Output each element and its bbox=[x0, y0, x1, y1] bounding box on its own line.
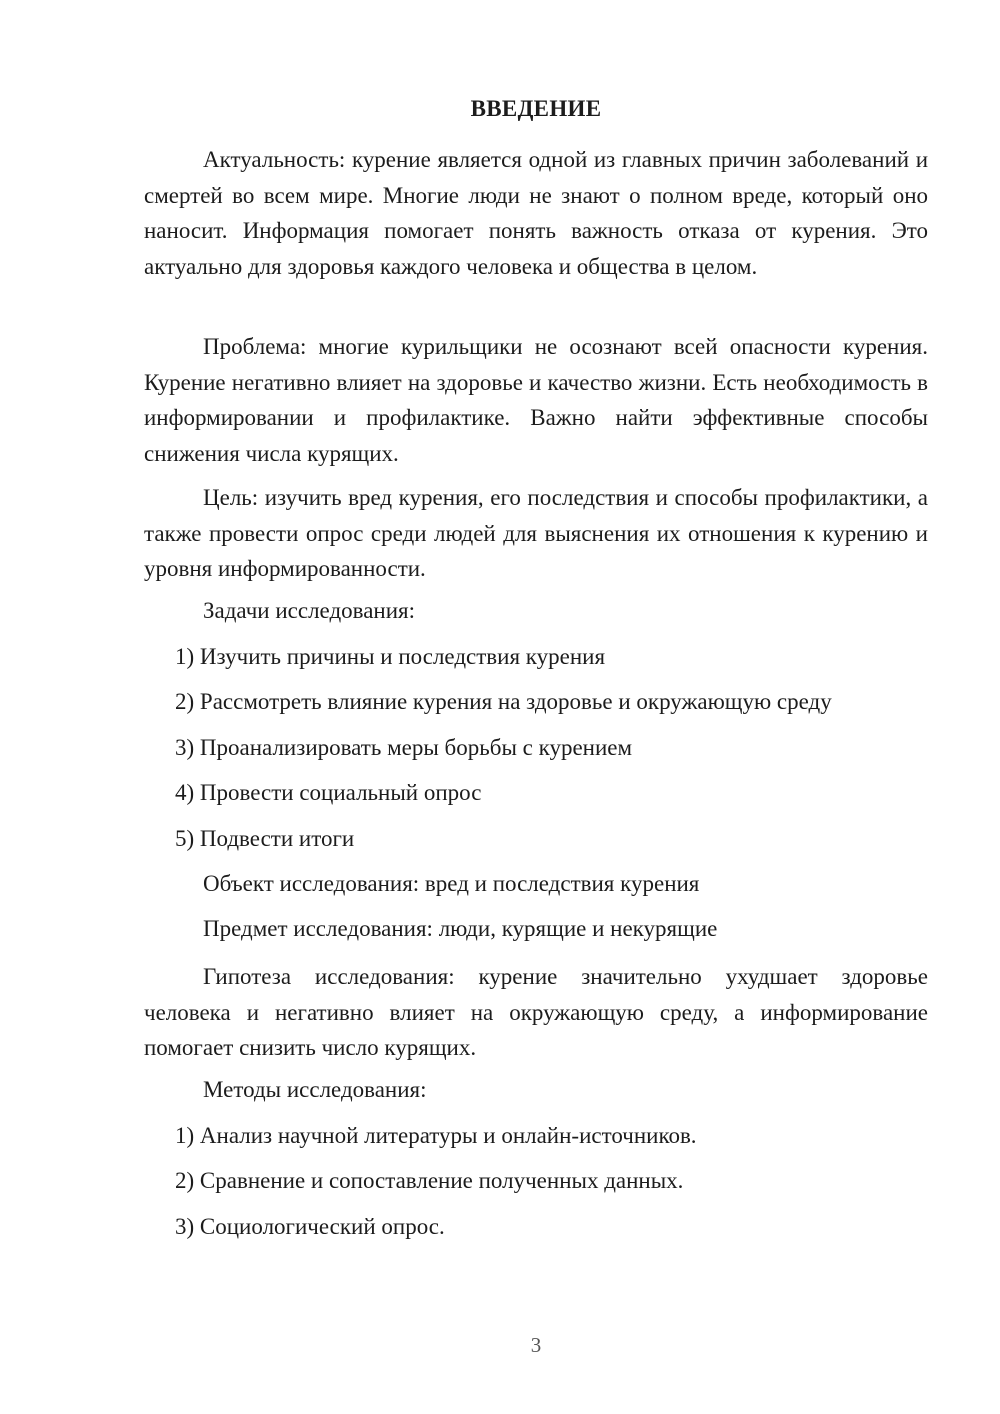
problem-paragraph: Проблема: многие курильщики не осознают всей опасности курения. Курение негативно влияет на здоровье и качество жизни. Есть необходимость в информировании и профилактике. Важно найти эффективные способы снижения числа курящих. bbox=[144, 334, 928, 466]
relevance-paragraph: Актуальность: курение является одной из главных причин заболеваний и смертей во всем мире. Многие люди не знают о полном вреде, который оно наносит. Информация помогает понять важность отказа от курения. Это актуально для здоровья каждого человека и общества в целом. bbox=[144, 147, 928, 279]
task-item: 5) Подвести итоги bbox=[175, 826, 355, 851]
method-item: 2) Сравнение и сопоставление полученных данных. bbox=[175, 1168, 684, 1193]
methods-heading: Методы исследования: bbox=[203, 1077, 427, 1102]
hypothesis-paragraph: Гипотеза исследования: курение значительно ухудшает здоровье человека и негативно влияет на окружающую среду, а информирование помогает снизить число курящих. bbox=[144, 964, 928, 1060]
tasks-heading: Задачи исследования: bbox=[203, 598, 416, 623]
task-item: 2) Рассмотреть влияние курения на здоровье и окружающую среду bbox=[175, 689, 832, 714]
research-object: Объект исследования: вред и последствия курения bbox=[203, 871, 700, 896]
task-item: 3) Проанализировать меры борьбы с курением bbox=[175, 735, 633, 760]
task-item: 1) Изучить причины и последствия курения bbox=[175, 644, 606, 669]
page-number: 3 bbox=[530, 1333, 542, 1357]
research-subject: Предмет исследования: люди, курящие и некурящие bbox=[203, 916, 718, 941]
method-item: 1) Анализ научной литературы и онлайн-источников. bbox=[175, 1123, 697, 1148]
method-item: 3) Социологический опрос. bbox=[175, 1214, 445, 1239]
task-item: 4) Провести социальный опрос bbox=[175, 780, 482, 805]
goal-paragraph: Цель: изучить вред курения, его последствия и способы профилактики, а также провести опрос среди людей для выяснения их отношения к курению и уровня информированности. bbox=[144, 485, 928, 581]
page-title: ВВЕДЕНИЕ bbox=[470, 96, 602, 121]
